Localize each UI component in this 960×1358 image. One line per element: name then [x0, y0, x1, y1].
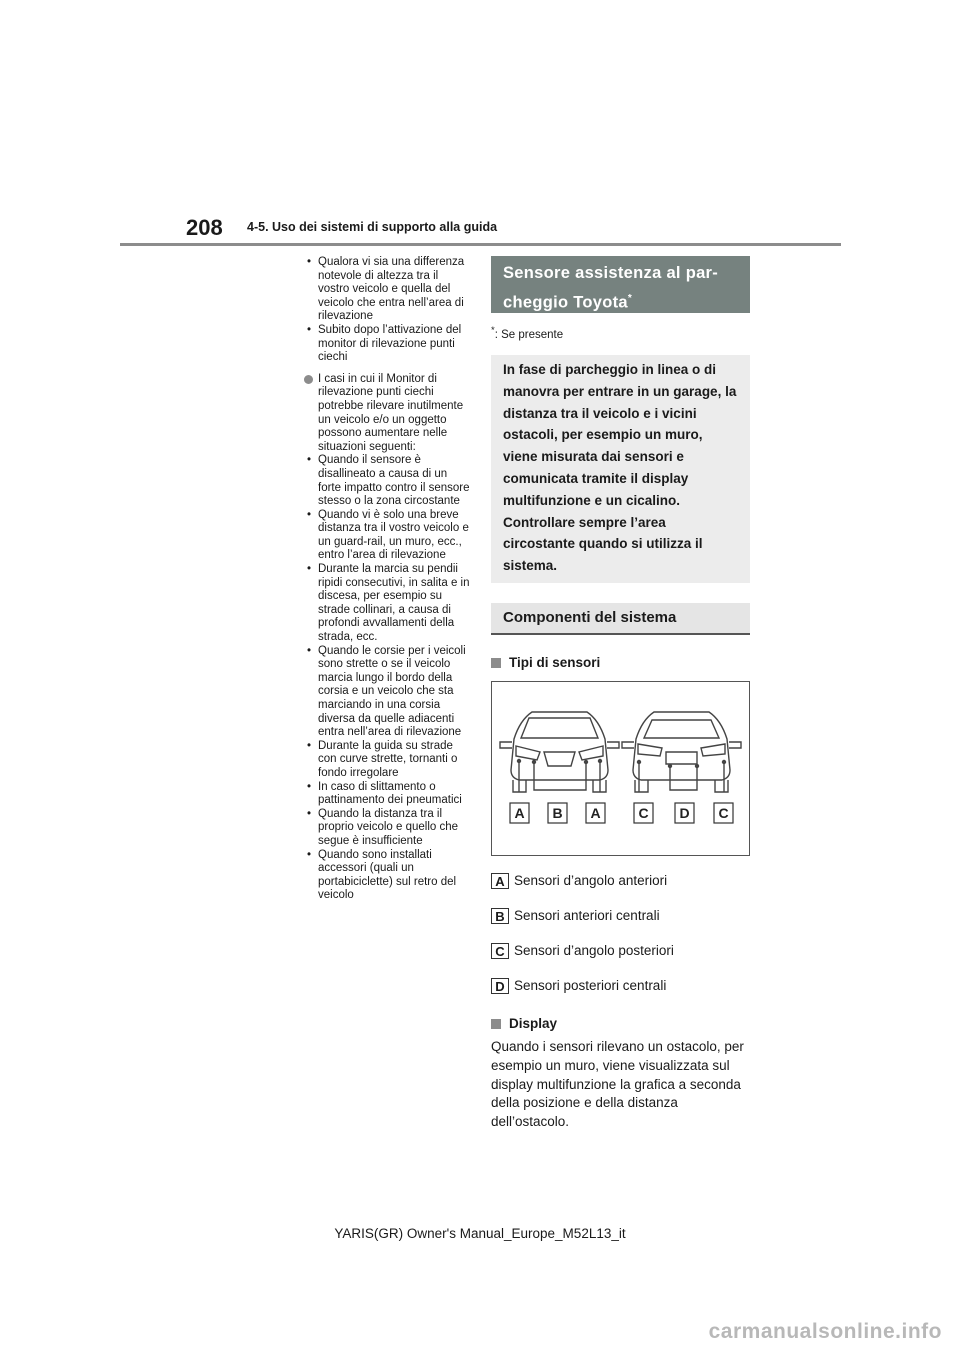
- bullet-item: • Quando vi è solo una breve distanza tra il vostro veicolo e un guard-rail, un muro, ecc., entro l’area di rilevazione: [304, 509, 472, 563]
- section-title-box: [491, 256, 750, 313]
- rear-car-icon: [622, 712, 741, 792]
- legend-item-b: [491, 906, 750, 926]
- sensor-dot: [637, 760, 641, 764]
- header-rule: [120, 243, 841, 246]
- legend-text: Sensori posteriori centrali: [514, 978, 667, 994]
- bullet-item: • Quando sono installati accessori (quali un portabiciclette) sul retro del veicolo: [304, 849, 472, 903]
- sensor-dot: [695, 764, 699, 768]
- page-number: 208: [186, 215, 223, 240]
- left-column: [304, 256, 472, 903]
- leader-bracket-d: [670, 766, 697, 790]
- bullet-item: • Quando la distanza tra il proprio veicolo e quello che segue è insufficiente: [304, 808, 472, 849]
- circle-item-text: I casi in cui il Monitor di rilevazione punti ciechi potrebbe rilevare inutilmente un veicolo e/o un oggetto possono aumentare nelle situazioni seguenti:: [318, 372, 464, 453]
- front-car-icon: [500, 712, 619, 792]
- footnote-mark: *: [491, 325, 495, 336]
- section-header: 4-5. Uso dei sistemi di supporto alla guida: [247, 220, 498, 234]
- display-heading: [491, 1016, 750, 1034]
- legend-key: D: [491, 978, 509, 994]
- bullet-item: • Quando le corsie per i veicoli sono strette o se il veicolo marcia lungo il bordo della corsia e un veicolo che sta marciando in una corsia diversa da quelle adiacenti entra nell’area di rilevazione: [304, 645, 472, 740]
- sensor-dot: [668, 764, 672, 768]
- square-bullet-icon: [491, 658, 501, 668]
- sensor-dot: [722, 760, 726, 764]
- sensor-figure: [491, 681, 750, 856]
- bullet-item: • Subito dopo l’attivazione del monitor di rilevazione punti ciechi: [304, 324, 472, 365]
- figure-label-c-right: C: [718, 804, 729, 821]
- figure-label-a-right: A: [590, 804, 601, 821]
- section-title-line2: [503, 286, 738, 316]
- footnote: [491, 325, 750, 343]
- legend-key: C: [491, 943, 509, 959]
- figure-label-c-left: C: [638, 804, 649, 821]
- components-heading: Componenti del sistema: [491, 603, 750, 635]
- display-heading-text: Display: [509, 1015, 558, 1031]
- section-title-text: cheggio Toyota: [503, 293, 628, 312]
- legend-item-c: [491, 941, 750, 961]
- legend-text: Sensori d’angolo anteriori: [514, 873, 668, 889]
- sensor-dot: [517, 759, 521, 763]
- bullet-item: • Quando il sensore è disallineato a causa di un forte impatto contro il sensore stesso o la zona circostante: [304, 454, 472, 508]
- section-title-line1: Sensore assistenza al par-: [503, 264, 719, 282]
- legend-item-d: [491, 976, 750, 996]
- legend-text: Sensori anteriori centrali: [514, 908, 660, 924]
- bullet-item: • Qualora vi sia una differenza notevole di altezza tra il vostro veicolo e quella del veicolo che entra nell’area di rilevazione: [304, 256, 472, 324]
- figure-label-d: D: [679, 804, 690, 821]
- bullet-item: • Durante la marcia su pendii ripidi consecutivi, in salita e in discesa, per esempio su strade collinari, a causa di profondi avvallamenti della strada, ecc.: [304, 563, 472, 645]
- circle-item: [304, 373, 472, 455]
- footnote-text: : Se presente: [494, 328, 564, 341]
- figure-label-a-left: A: [514, 804, 525, 821]
- sensor-dot: [584, 760, 588, 764]
- right-column: [491, 256, 750, 1132]
- watermark: carmanualsonline.info: [708, 1320, 942, 1343]
- circle-bullet-icon: [304, 375, 313, 384]
- figure-label-b: B: [552, 804, 563, 821]
- bullet-item: • In caso di slittamento o pattinamento dei pneumatici: [304, 781, 472, 808]
- legend-key: B: [491, 908, 509, 924]
- square-bullet-icon: [491, 1019, 501, 1029]
- sensor-dot: [532, 760, 536, 764]
- manual-footer: YARIS(GR) Owner's Manual_Europe_M52L13_it: [334, 1226, 626, 1241]
- legend-key: A: [491, 873, 509, 889]
- legend-text: Sensori d’angolo posteriori: [514, 943, 674, 959]
- title-asterisk: *: [627, 293, 633, 304]
- sensor-types-heading-text: Tipi di sensori: [509, 654, 601, 670]
- car-sensors-illustration: [492, 682, 749, 855]
- bullet-item: • Durante la guida su strade con curve strette, tornanti o fondo irregolare: [304, 740, 472, 781]
- intro-box: In fase di parcheggio in linea o di manovra per entrare in un garage, la distanza tra il veicolo e i vicini ostacoli, per esempio un muro, viene misurata dai sensori e comunicata tramite il display multifunzione e un cicalino. Controllare sempre l’area circostante quando si utilizza il sistema.: [491, 355, 750, 583]
- sensor-dot: [598, 759, 602, 763]
- legend-item-a: [491, 871, 750, 891]
- display-text: Quando i sensori rilevano un ostacolo, per esempio un muro, viene visualizzata sul display multifunzione la grafica a seconda della posizione e della distanza dell’ostacolo.: [491, 1038, 744, 1130]
- sensor-types-heading: [491, 655, 750, 673]
